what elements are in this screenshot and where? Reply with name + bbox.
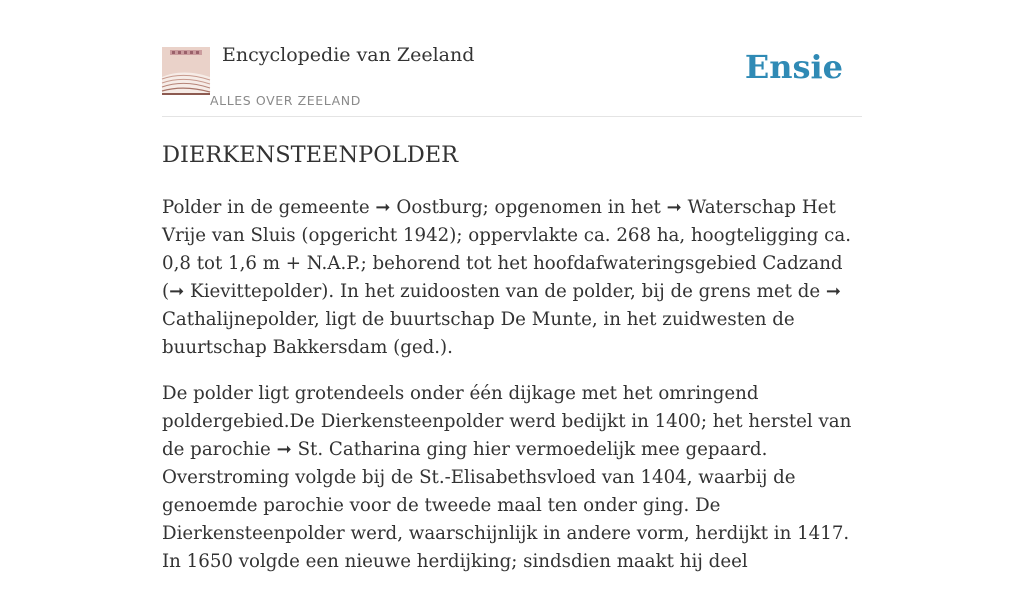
cross-reference-link[interactable]: ➞ Waterschap Het Vrije van Sluis bbox=[162, 197, 836, 246]
paragraph-text: Polder in de gemeente bbox=[162, 197, 376, 218]
article-body bbox=[162, 194, 862, 576]
site-title-link[interactable]: Encyclopedie van Zeeland bbox=[222, 44, 475, 66]
cross-reference-link[interactable]: ➞ Cathalijnepolder bbox=[162, 281, 842, 330]
cross-reference-link[interactable]: ➞ Oostburg bbox=[375, 197, 483, 218]
brand-logo-link[interactable]: Ensie bbox=[744, 48, 843, 86]
book-photo-logo-icon bbox=[162, 47, 210, 95]
paragraph-text: ; opgenomen in het bbox=[482, 197, 667, 218]
paragraph-text: De polder ligt grotendeels onder één dijkage met het omringend poldergebied.De Dierkensteenpolder werd bedijkt in 1400; het herstel van de parochie bbox=[162, 383, 852, 460]
site-header bbox=[162, 0, 862, 117]
paragraph-text: ). In het zuidoosten van de polder, bij de grens met de bbox=[321, 281, 826, 302]
cross-reference-link[interactable]: ➞ St. Catharina bbox=[276, 439, 421, 460]
article-paragraph bbox=[162, 194, 862, 362]
paragraph-text: , ligt de buurtschap De Munte, in het zuidwesten de buurtschap Bakkersdam (ged.). bbox=[162, 309, 795, 358]
article-paragraph bbox=[162, 380, 862, 576]
site-subtitle: ALLES OVER ZEELAND bbox=[210, 93, 361, 108]
article-title: DIERKENSTEENPOLDER bbox=[162, 142, 459, 168]
article bbox=[162, 140, 862, 594]
cross-reference-link[interactable]: ➞ Kievittepolder bbox=[169, 281, 322, 302]
site-logo[interactable] bbox=[162, 47, 210, 95]
paragraph-text: (opgericht 1942); oppervlakte ca. 268 ha, hoogteligging ca. 0,8 tot 1,6 m + N.A.P.; behorend tot het hoofdafwateringsgebied Cadzand ( bbox=[162, 225, 851, 302]
paragraph-text: ging hier vermoedelijk mee gepaard. Overstroming volgde bij de St.-Elisabethsvloed van 1404, waarbij de genoemde parochie voor de tweede maal ten onder ging. De Dierkensteenpolder werd, waarschijnlijk in andere vorm, herdijkt in 1417. In 1650 volgde een nieuwe herdijking; sindsdien maakt hij deel bbox=[162, 439, 850, 572]
